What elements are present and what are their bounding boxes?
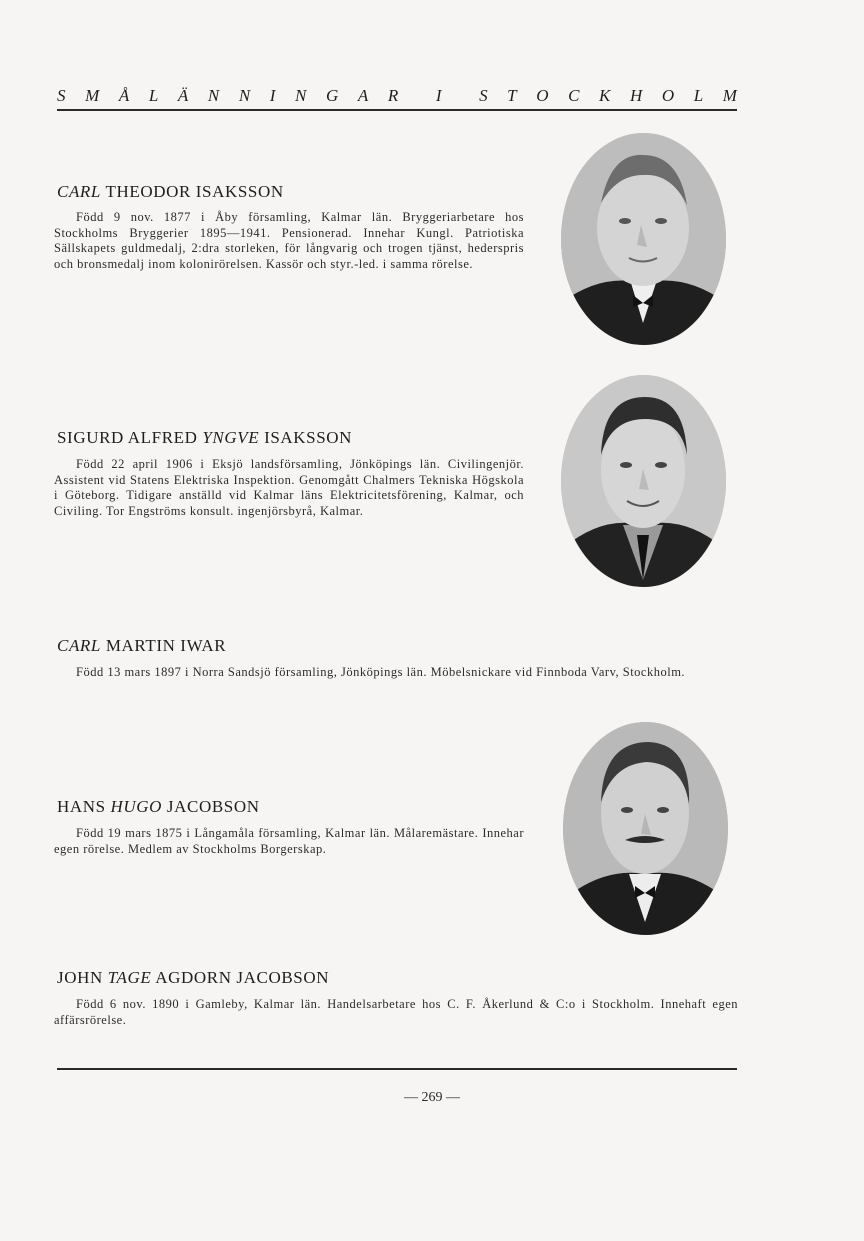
header-letter: T [507,86,517,105]
header-letter: R [387,86,399,105]
entry-name-italic: CARL [57,636,101,655]
entry-text: Född 22 april 1906 i Eksjö landsförsamling, Jönköpings län. Civilingenjör. Assistent vid Statens Elektriska Inspektion. Genomgått Chalmers Tekniska Högskola i Göteborg. Tidigare anställd vid Kalmar läns Elektricitetsförening, Kalmar, och Civiling. Tor Engströms konsult. ingenjörsbyrå, Kalmar. [54,457,524,518]
portrait-photo [563,722,728,935]
entry-name [57,182,284,202]
header-letter: Ä [177,86,189,105]
header-letter: C [568,86,580,105]
entry-name [57,428,352,448]
entry-text: Född 19 mars 1875 i Långamåla församling, Kalmar län. Målaremästare. Innehar egen rörelse. Medlem av Stockholms Borgerskap. [54,826,524,856]
header-letter: M [85,86,100,105]
header-letter: Å [118,86,130,105]
header-letter: S [479,86,488,105]
entry-name-rest: AGDORN JACOBSON [151,968,330,987]
running-header [57,86,737,108]
header-letter: N [295,86,307,105]
portrait-photo [561,375,726,587]
header-letter: L [693,86,704,105]
header-letter: L [148,86,159,105]
entry-name-rest: MARTIN IWAR [100,636,227,655]
header-letter: H [629,86,643,105]
entry-name-italic: TAGE [107,968,152,987]
header-letter: G [325,86,339,105]
entry-name-rest: ISAKSSON [259,428,353,447]
header-letter: N [207,86,220,105]
entry-name-rest: THEODOR ISAKSSON [100,182,284,201]
header-letter: A [357,86,369,105]
header-letter: O [661,86,675,105]
entry-name [57,636,226,656]
header-letter: I [435,86,442,105]
header-letter: N [238,86,251,105]
portrait-photo [561,133,726,345]
header-letter: M [722,86,737,105]
entry-name-pre: JOHN [57,968,108,987]
entry-name-pre: SIGURD ALFRED [57,428,203,447]
header-letter: O [536,86,549,105]
entry-text: Född 13 mars 1897 i Norra Sandsjö församling, Jönköpings län. Möbelsnickare vid Finnboda Varv, Stockholm. [76,665,686,679]
entry-name-italic: HUGO [110,797,163,816]
page-number: — 269 — [404,1090,460,1105]
header-letter: S [57,86,66,105]
entry-name-rest: JACOBSON [162,797,260,816]
entry-text: Född 6 nov. 1890 i Gamleby, Kalmar län. Handelsarbetare hos C. F. Åkerlund & C:o i Stockholm. Innehaft egen affärsrörelse. [54,997,738,1027]
header-letter: I [269,86,276,105]
entry-text: Född 9 nov. 1877 i Åby församling, Kalmar län. Bryggeriarbetare hos Stockholms Bryggerier 1895—1941. Pensionerad. Innehar Kungl. Patriotiska Sällskapets guldmedalj, 2:dra storleken, för långvarig och trogen tjänst, hederspris och bronsmedalj inom kolonirörelsen. Kassör och styr.-led. i samma rörelse. [54,210,524,271]
header-letter: K [599,86,611,105]
entry-name-italic: CARL [57,182,101,201]
entry-name [57,968,329,988]
entry-name-pre: HANS [57,797,111,816]
footer-rule [57,1068,737,1070]
entry-name-italic: YNGVE [202,428,260,447]
entry-name [57,797,260,817]
header-rule [57,109,737,111]
